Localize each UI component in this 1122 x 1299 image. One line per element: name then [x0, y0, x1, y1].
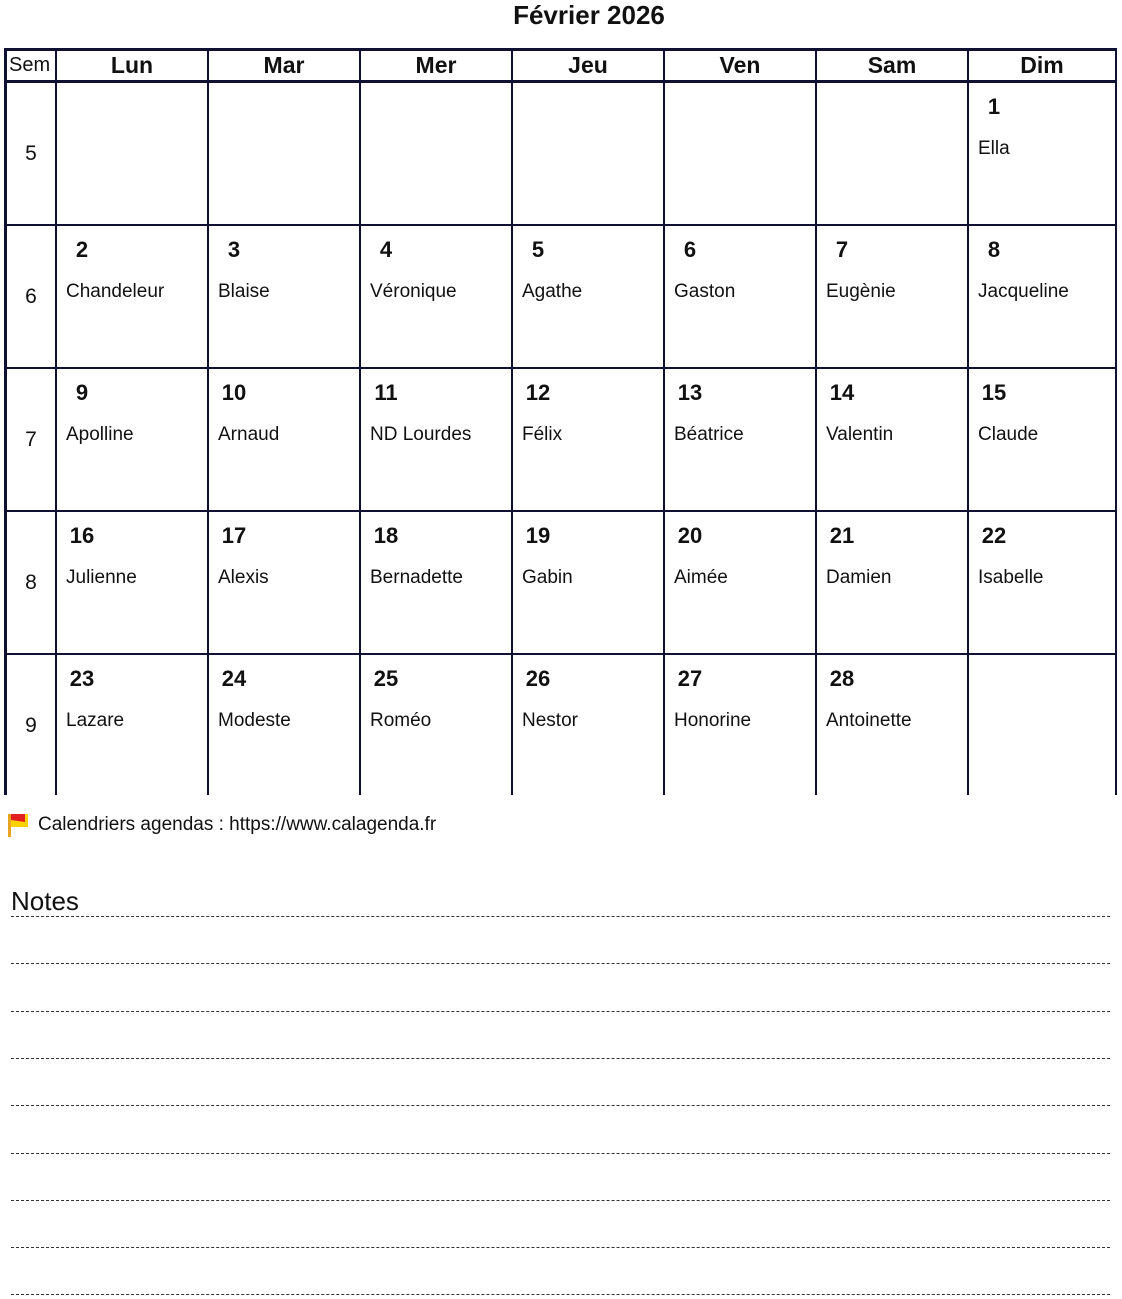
day-number: 10 [221, 380, 247, 405]
saint-name: Blaise [218, 281, 270, 302]
day-cell[interactable] [57, 369, 207, 510]
empty-day-cell [969, 655, 1115, 796]
saint-name: Véronique [370, 281, 457, 302]
saint-name: Valentin [826, 424, 894, 445]
day-cell[interactable] [969, 512, 1115, 653]
day-number: 16 [69, 523, 95, 548]
day-number: 21 [829, 523, 855, 548]
day-cell[interactable] [57, 226, 207, 367]
day-cell[interactable] [209, 226, 359, 367]
day-number: 28 [829, 666, 855, 691]
empty-day-cell [209, 83, 359, 224]
empty-day-cell [665, 83, 815, 224]
header-day-mar: Mar [209, 51, 359, 80]
calendar-logo-icon [6, 811, 30, 839]
day-cell[interactable] [513, 226, 663, 367]
saint-name: Eugènie [826, 281, 896, 302]
saint-name: Ella [978, 138, 1010, 159]
week-number: 5 [7, 83, 55, 224]
saint-name: Lazare [66, 710, 125, 731]
day-number: 2 [75, 237, 89, 262]
day-number: 25 [373, 666, 399, 691]
saint-name: Gabin [522, 567, 573, 588]
notes-line [11, 1247, 1110, 1248]
day-number: 14 [829, 380, 855, 405]
day-cell[interactable] [513, 512, 663, 653]
saint-name: Isabelle [978, 567, 1044, 588]
day-cell[interactable] [209, 512, 359, 653]
header-day-mer: Mer [361, 51, 511, 80]
saint-name: Roméo [370, 710, 432, 731]
day-number: 3 [227, 237, 241, 262]
header-day-sam: Sam [817, 51, 967, 80]
day-number: 9 [75, 380, 89, 405]
day-cell[interactable] [665, 369, 815, 510]
day-number: 7 [835, 237, 849, 262]
footer [6, 810, 436, 840]
saint-name: Modeste [218, 710, 291, 731]
notes-line [11, 1011, 1110, 1012]
notes-line [11, 1294, 1110, 1295]
day-cell[interactable] [57, 512, 207, 653]
day-number: 15 [981, 380, 1007, 405]
notes-title: Notes [11, 886, 79, 916]
day-cell[interactable] [361, 369, 511, 510]
day-number: 24 [221, 666, 247, 691]
day-number: 22 [981, 523, 1007, 548]
empty-day-cell [57, 83, 207, 224]
notes-line [11, 1153, 1110, 1154]
day-cell[interactable] [665, 512, 815, 653]
day-number: 6 [683, 237, 697, 262]
saint-name: Gaston [674, 281, 736, 302]
header-day-dim: Dim [969, 51, 1115, 80]
saint-name: Julienne [66, 567, 137, 588]
day-number: 19 [525, 523, 551, 548]
day-cell[interactable] [969, 369, 1115, 510]
day-number: 26 [525, 666, 551, 691]
saint-name: Chandeleur [66, 281, 165, 302]
day-number: 18 [373, 523, 399, 548]
saint-name: Alexis [218, 567, 269, 588]
day-number: 1 [987, 94, 1001, 119]
week-number: 7 [7, 369, 55, 510]
day-cell[interactable] [513, 369, 663, 510]
saint-name: Honorine [674, 710, 752, 731]
notes-line [11, 916, 1110, 917]
saint-name: Antoinette [826, 710, 912, 731]
notes-line [11, 1200, 1110, 1201]
day-cell[interactable] [817, 512, 967, 653]
calendar-grid [4, 48, 1117, 795]
empty-day-cell [817, 83, 967, 224]
saint-name: Damien [826, 567, 892, 588]
week-number: 8 [7, 512, 55, 653]
footer-link[interactable]: Calendriers agendas : https://www.calagenda.fr [38, 814, 437, 835]
day-number: 4 [379, 237, 393, 262]
notes-line [11, 1105, 1110, 1106]
day-cell[interactable] [361, 226, 511, 367]
day-cell[interactable] [57, 655, 207, 796]
day-cell[interactable] [361, 512, 511, 653]
empty-day-cell [513, 83, 663, 224]
saint-name: Claude [978, 424, 1039, 445]
day-cell[interactable] [969, 83, 1115, 224]
calendar-title: Février 2026 [513, 0, 665, 30]
day-cell[interactable] [361, 655, 511, 796]
day-cell[interactable] [513, 655, 663, 796]
day-cell[interactable] [209, 655, 359, 796]
notes-line [11, 1058, 1110, 1059]
saint-name: Félix [522, 424, 563, 445]
saint-name: Arnaud [218, 424, 280, 445]
day-number: 27 [677, 666, 703, 691]
day-number: 11 [374, 380, 398, 405]
week-number: 6 [7, 226, 55, 367]
notes-line [11, 963, 1110, 964]
day-cell[interactable] [209, 369, 359, 510]
saint-name: Béatrice [674, 424, 744, 445]
day-number: 17 [221, 523, 247, 548]
day-number: 8 [987, 237, 1001, 262]
header-day-ven: Ven [665, 51, 815, 80]
day-number: 5 [531, 237, 545, 262]
week-number: 9 [7, 655, 55, 796]
saint-name: Aimée [674, 567, 728, 588]
saint-name: ND Lourdes [370, 424, 472, 445]
header-week: Sem [7, 51, 55, 80]
day-cell[interactable] [665, 655, 815, 796]
header-day-jeu: Jeu [513, 51, 663, 80]
day-number: 13 [677, 380, 703, 405]
day-cell[interactable] [665, 226, 815, 367]
day-cell[interactable] [817, 655, 967, 796]
day-cell[interactable] [969, 226, 1115, 367]
day-cell[interactable] [817, 369, 967, 510]
day-number: 12 [525, 380, 551, 405]
empty-day-cell [361, 83, 511, 224]
saint-name: Apolline [66, 424, 134, 445]
day-cell[interactable] [817, 226, 967, 367]
saint-name: Nestor [522, 710, 578, 731]
day-number: 20 [677, 523, 703, 548]
saint-name: Bernadette [370, 567, 463, 588]
saint-name: Jacqueline [978, 281, 1069, 302]
header-day-lun: Lun [57, 51, 207, 80]
day-number: 23 [69, 666, 95, 691]
saint-name: Agathe [522, 281, 583, 302]
